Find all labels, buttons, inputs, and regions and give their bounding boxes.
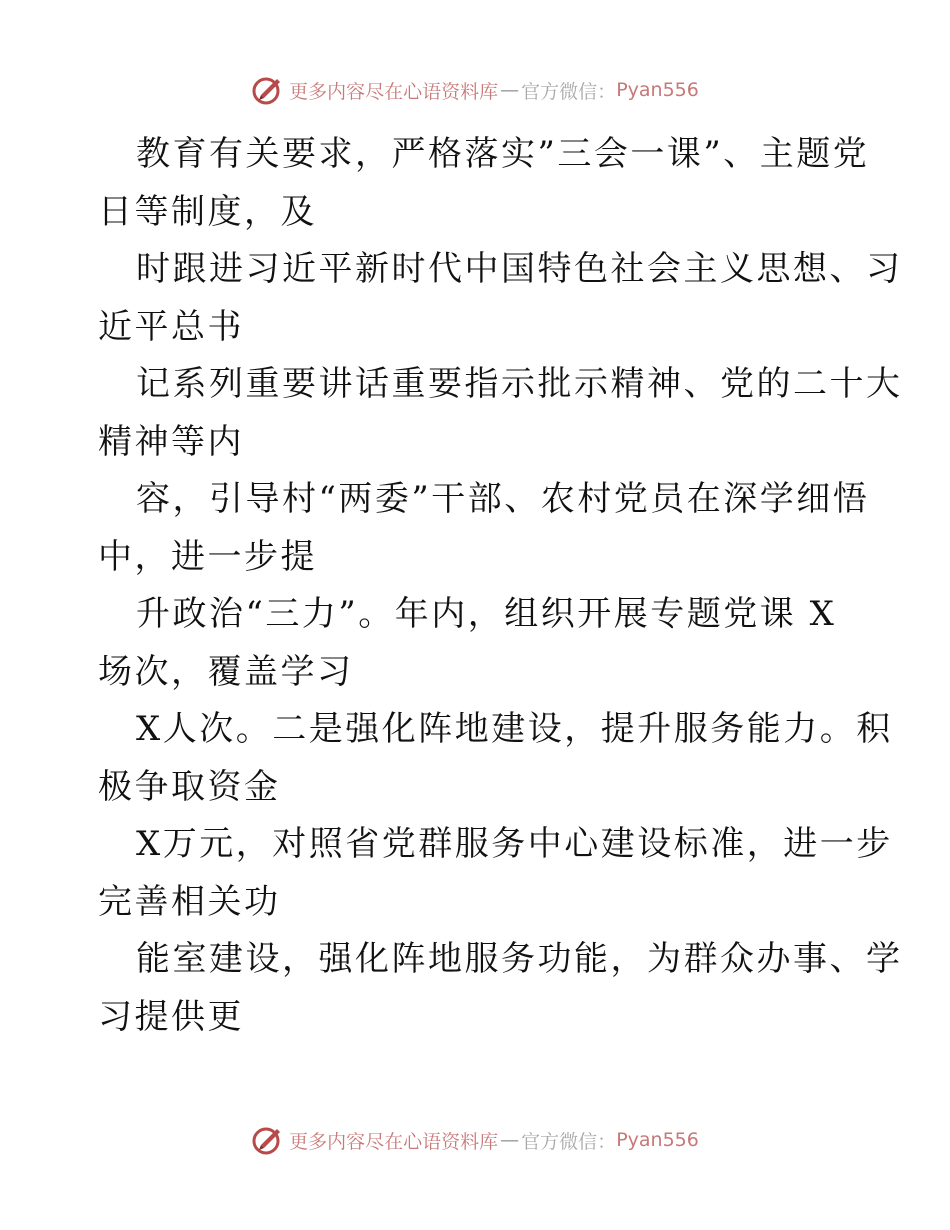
watermark-wechat-label: 官方微信： xyxy=(521,80,617,103)
watermark-dash: — xyxy=(500,79,520,101)
document-body xyxy=(98,126,903,1046)
text-line: 中，进一步提 xyxy=(98,536,317,577)
text-line: X人次。二是强化阵地建设，提升服务能力。积 xyxy=(136,709,893,749)
text-line: 日等制度，及 xyxy=(98,191,317,232)
text-line: 升政治“三力”。年内，组织开展专题党课 X xyxy=(136,594,837,634)
text-line: X万元，对照省党群服务中心建设标准，进一步 xyxy=(136,824,893,864)
watermark-dash: — xyxy=(500,1129,520,1151)
pen-logo-icon xyxy=(251,73,285,107)
watermark-wechat-label: 官方微信： xyxy=(521,1130,617,1153)
text-line: 能室建设，强化阵地服务功能，为群众办事、学 xyxy=(136,939,903,979)
watermark-wechat-id: Pyan556 xyxy=(616,1129,699,1151)
pen-logo-icon xyxy=(251,1123,285,1157)
watermark-wechat-id: Pyan556 xyxy=(616,79,699,101)
text-line: 场次，覆盖学习 xyxy=(98,651,354,692)
text-line: 容，引导村“两委”干部、农村党员在深学细悟 xyxy=(136,479,870,519)
watermark-text: 更多内容尽在心语资料库 xyxy=(289,1130,499,1153)
watermark-text: 更多内容尽在心语资料库 xyxy=(289,80,499,103)
text-line: 时跟进习近平新时代中国特色社会主义思想、习 xyxy=(136,249,903,289)
text-line: 近平总书 xyxy=(98,306,244,347)
text-line: 教育有关要求，严格落实”三会一课”、主题党 xyxy=(136,134,870,174)
text-line: 完善相关功 xyxy=(98,881,281,922)
text-line: 精神等内 xyxy=(98,421,244,462)
text-line: 习提供更 xyxy=(98,996,244,1037)
header-watermark xyxy=(0,72,950,108)
text-line: 极争取资金 xyxy=(98,766,281,807)
footer-watermark xyxy=(0,1122,950,1158)
text-line: 记系列重要讲话重要指示批示精神、党的二十大 xyxy=(136,364,903,404)
